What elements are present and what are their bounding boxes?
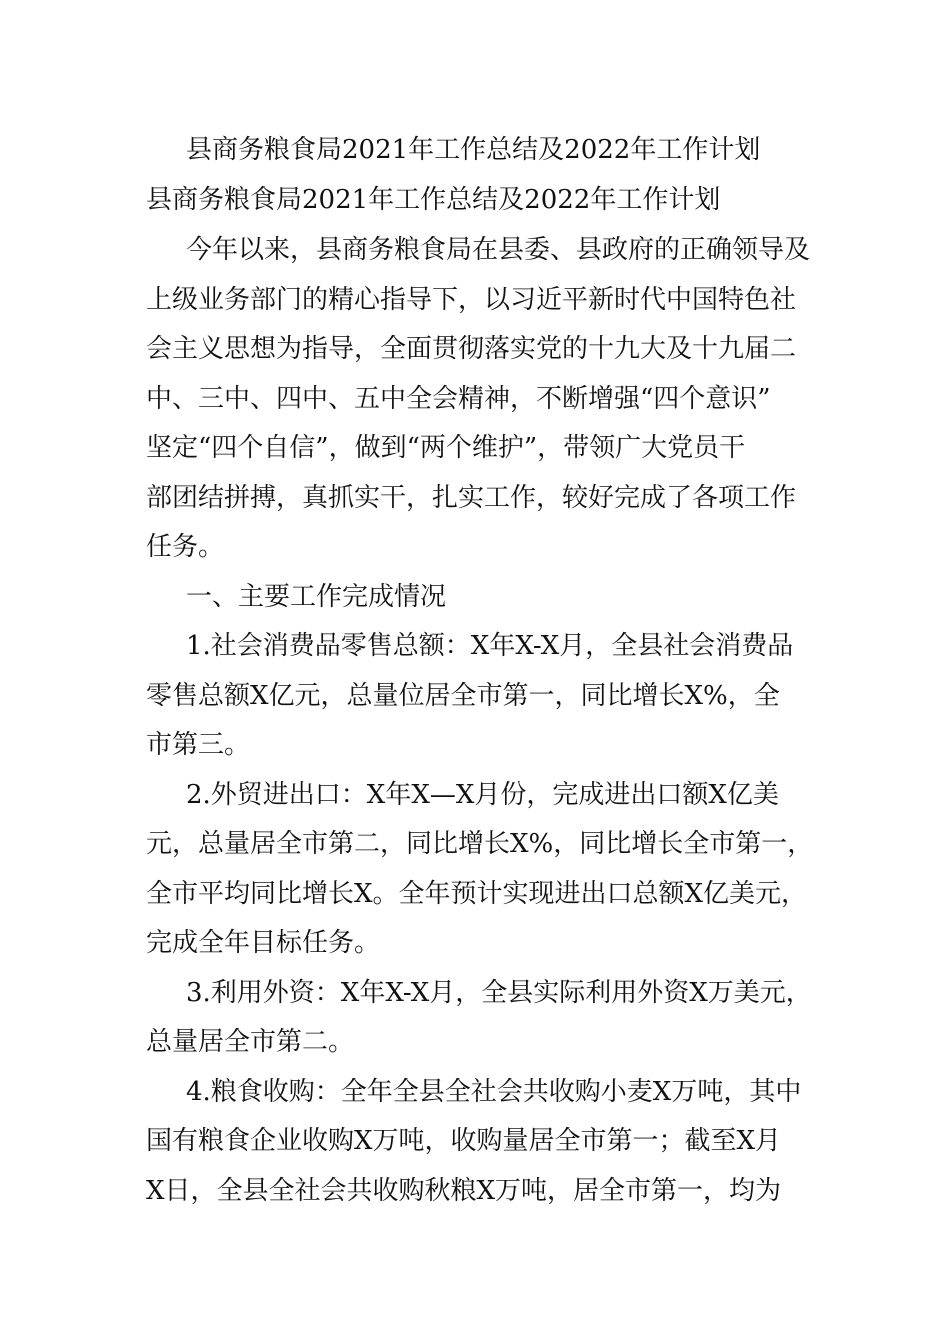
paragraph-line: 任务。 bbox=[146, 532, 225, 562]
paragraph-line: 坚定“四个自信”，做到“两个维护”，带领广大党员干 bbox=[146, 433, 746, 463]
document-body bbox=[146, 226, 826, 1216]
document-title: 县商务粮食局2021年工作总结及2022年工作计划 bbox=[186, 135, 761, 165]
paragraph bbox=[146, 969, 826, 1068]
paragraph-line: 中、三中、四中、五中全会精神，不断增强“四个意识” bbox=[146, 383, 771, 414]
paragraph-line: 1.社会消费品零售总额：X年X-X月，全县社会消费品 bbox=[186, 631, 794, 661]
paragraph-line: 元，总量居全市第二，同比增长X%，同比增长全市第一， bbox=[146, 829, 814, 859]
paragraph bbox=[146, 226, 826, 573]
document-subtitle: 县商务粮食局2021年工作总结及2022年工作计划 bbox=[146, 185, 721, 215]
paragraph-line: 一、主要工作完成情况 bbox=[186, 581, 447, 612]
paragraph-line: 2.外贸进出口：X年X—X月份，完成进出口额X亿美 bbox=[186, 779, 779, 810]
paragraph bbox=[146, 573, 826, 623]
paragraph-line: 完成全年目标任务。 bbox=[146, 928, 381, 958]
paragraph-line: 零售总额X亿元，总量位居全市第一，同比增长X%，全 bbox=[146, 680, 780, 711]
paragraph-line: 上级业务部门的精心指导下，以习近平新时代中国特色社 bbox=[146, 284, 797, 315]
paragraph-line: X日，全县全社会共收购秋粮X万吨，居全市第一，均为 bbox=[146, 1175, 782, 1206]
paragraph-line: 4.粮食收购：全年全县全社会共收购小麦X万吨，其中 bbox=[186, 1076, 802, 1107]
paragraph bbox=[146, 622, 826, 771]
paragraph-line: 会主义思想为指导，全面贯彻落实党的十九大及十九届二 bbox=[146, 334, 797, 364]
paragraph-line: 全市平均同比增长X。全年预计实现进出口总额X亿美元， bbox=[146, 878, 808, 909]
paragraph-line: 国有粮食企业收购X万吨，收购量居全市第一；截至X月 bbox=[146, 1126, 782, 1156]
paragraph-line: 部团结拼搏，真抓实干，扎实工作，较好完成了各项工作 bbox=[146, 482, 797, 513]
paragraph bbox=[146, 771, 826, 969]
paragraph-line: 今年以来，县商务粮食局在县委、县政府的正确领导及 bbox=[186, 235, 811, 265]
paragraph-line: 市第三。 bbox=[146, 730, 251, 760]
paragraph bbox=[146, 1068, 826, 1217]
paragraph-line: 3.利用外资：X年X-X月，全县实际利用外资X万美元， bbox=[186, 977, 812, 1008]
paragraph-line: 总量居全市第二。 bbox=[146, 1027, 355, 1057]
